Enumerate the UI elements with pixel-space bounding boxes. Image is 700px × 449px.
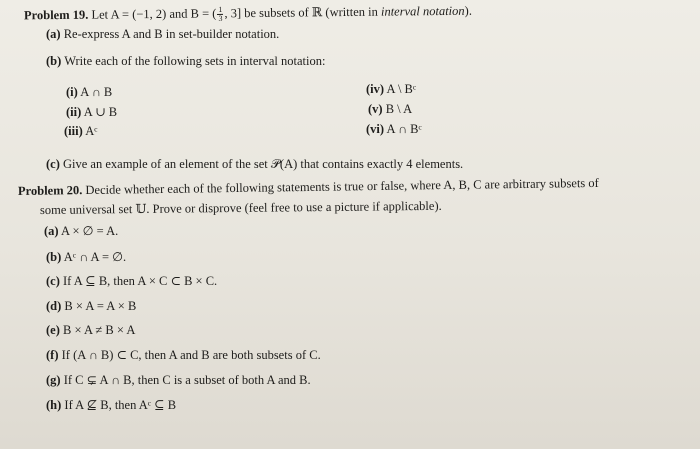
problem-20-item-f: (f) If (A ∩ B) ⊂ C, then A and B are both subsets of C.	[46, 348, 321, 362]
problem-20-item-d: (d) B × A = A × B	[46, 299, 137, 313]
problem-20-item-e: (e) B × A ≠ B × A	[46, 323, 136, 337]
sub-item-vi: (vi) A ∩ Bᶜ	[366, 122, 422, 136]
sub-item-ii: (ii) A ∪ B	[66, 105, 118, 119]
problem-20-title: Problem 20.	[17, 183, 83, 198]
problem-20-intro-line2: some universal set 𝕌. Prove or disprove (feel free to use a picture if applicable).	[39, 198, 442, 217]
fraction-one-third: $\frac{1}{3}$	[218, 4, 223, 23]
problem-20-item-g: (g) If C ⊊ A ∩ B, then C is a subset of both A and B.	[46, 373, 311, 387]
problem-19-intro: Let A = (−1, 2) and B = (	[91, 6, 217, 22]
problem-19-heading: Problem 19. Let A = (−1, 2) and B = ( $\frac{1}{3}$ , 3] be subsets of ℝ (written in interval notation).	[23, 3, 472, 23]
sub-item-v: (v) B \ A	[368, 102, 413, 116]
problem-20-heading: Problem 20. Decide whether each of the following statements is true or false, where A, B, C are arbitrary subsets of	[17, 175, 599, 198]
problem-20-item-a: (a) A × ∅ = A.	[44, 224, 119, 238]
problem-20-item-c: (c) If A ⊆ B, then A × C ⊂ B × C.	[46, 274, 218, 288]
problem-19-part-c: (c) Give an example of an element of the set 𝒫(A) that contains exactly 4 elements.	[46, 157, 464, 171]
problem-19-title: Problem 19.	[23, 7, 89, 23]
sub-item-iv: (iv) A \ Bᶜ	[366, 82, 417, 96]
problem-20-item-h: (h) If A ⊈ B, then Aᶜ ⊆ B	[46, 398, 177, 412]
problem-20-item-b: (b) Aᶜ ∩ A = ∅.	[46, 250, 127, 264]
problem-19-part-b: (b) Write each of the following sets in interval notation:	[46, 54, 326, 68]
problem-19-part-a: (a) Re-express A and B in set-builder notation.	[46, 27, 280, 41]
sub-item-i: (i) A ∩ B	[66, 85, 113, 99]
sub-item-iii: (iii) Aᶜ	[64, 124, 98, 138]
